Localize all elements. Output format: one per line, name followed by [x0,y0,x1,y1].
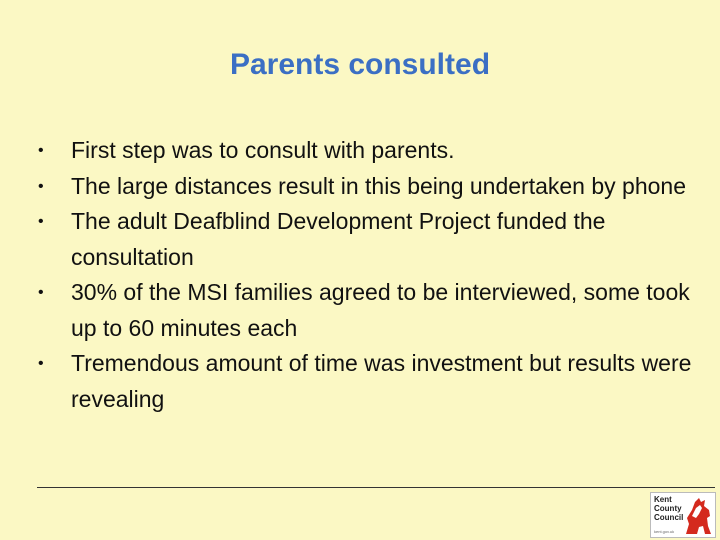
bullet-marker: • [38,142,44,159]
bullet-text: The large distances result in this being undertaken by phone [71,172,687,199]
bullet-item [38,346,698,417]
bullet-marker: • [38,355,44,372]
bullet-item [38,133,698,169]
bullet-item [38,169,698,205]
bullet-marker: • [38,177,44,195]
logo-line-3: Council [654,513,684,522]
bullet-item [38,204,698,275]
bullet-text: The adult Deafblind Development Project funded the consultation [71,208,606,270]
bullet-list [38,133,698,417]
logo-url: kent.gov.uk [654,529,675,534]
white-horse-icon [683,496,713,536]
bullet-text: First step was to consult with parents. [71,137,455,163]
logo-wordmark [654,495,683,522]
footer-divider [37,487,715,488]
bullet-marker: • [38,284,44,301]
bullet-text: 30% of the MSI families agreed to be interviewed, some took up to 60 minutes each [71,279,690,341]
bullet-text: Tremendous amount of time was investment but results were revealing [71,350,692,412]
bullet-marker: • [38,213,44,230]
kent-county-council-logo [650,492,716,538]
bullet-item [38,275,698,346]
slide-title: Parents consulted [229,48,491,81]
logo-line-1: Kent [654,495,672,504]
logo-line-2: County [654,504,682,513]
